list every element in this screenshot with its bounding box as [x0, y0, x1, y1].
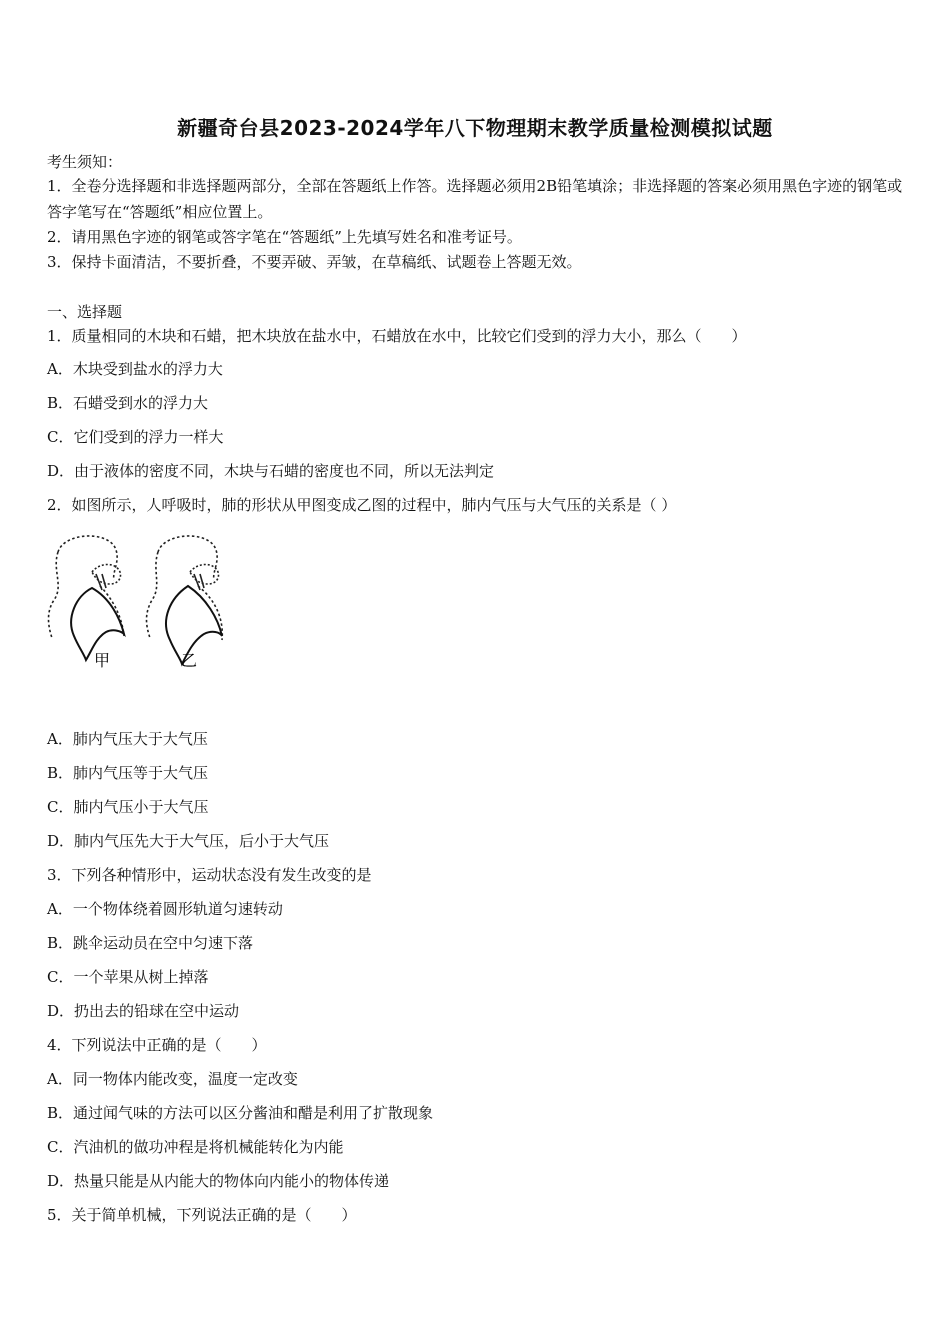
- question-3-option-c: C．一个苹果从树上掉落: [47, 968, 209, 986]
- question-1-option-c: C．它们受到的浮力一样大: [47, 428, 224, 446]
- question-3-option-b: B．跳伞运动员在空中匀速下落: [47, 934, 254, 952]
- question-2-option-c: C．肺内气压小于大气压: [47, 798, 209, 816]
- page-title: 新疆奇台县2023-2024学年八下物理期末教学质量检测模拟试题: [177, 116, 773, 140]
- question-2-stem: 2．如图所示，人呼吸时，肺的形状从甲图变成乙图的过程中，肺内气压与大气压的关系是（ ）: [47, 496, 677, 514]
- question-4-option-a: A．同一物体内能改变，温度一定改变: [47, 1070, 298, 1088]
- question-1-option-a: A．木块受到盐水的浮力大: [47, 360, 223, 378]
- question-2-option-d: D．肺内气压先大于大气压，后小于大气压: [47, 832, 330, 850]
- figure-label-jia: 甲: [94, 651, 111, 670]
- notice-heading: 考生须知：: [47, 153, 123, 171]
- question-3-option-d: D．扔出去的铅球在空中运动: [47, 1002, 240, 1020]
- question-4-option-d: D．热量只能是从内能大的物体向内能小的物体传递: [47, 1172, 390, 1190]
- question-3-stem: 3．下列各种情形中，运动状态没有发生改变的是: [47, 866, 372, 884]
- question-1-option-d: D．由于液体的密度不同，木块与石蜡的密度也不同，所以无法判定: [47, 462, 495, 480]
- lung-figure-yi: [147, 536, 223, 664]
- lung-figure-jia: [49, 536, 125, 660]
- question-4-stem: 4．下列说法中正确的是（ ）: [47, 1036, 267, 1054]
- question-4-option-c: C．汽油机的做功冲程是将机械能转化为内能: [47, 1138, 344, 1156]
- question-4-option-b: B．通过闻气味的方法可以区分酱油和醋是利用了扩散现象: [47, 1104, 434, 1122]
- question-1-stem: 1．质量相同的木块和石蜡，把木块放在盐水中，石蜡放在水中，比较它们受到的浮力大小，那么（ ）: [47, 327, 747, 345]
- question-2-option-b: B．肺内气压等于大气压: [47, 764, 209, 782]
- figure-label-yi: 乙: [181, 651, 198, 670]
- section-heading: 一、选择题: [47, 303, 123, 321]
- question-3-option-a: A．一个物体绕着圆形轨道匀速转动: [47, 900, 283, 918]
- question-2-option-a: A．肺内气压大于大气压: [47, 730, 208, 748]
- notice-item-1: 1．全卷分选择题和非选择题两部分，全部在答题纸上作答。选择题必须用2B铅笔填涂；非选择题的答案必须用黑色字迹的钢笔或答字笔写在“答题纸”相应位置上。: [47, 177, 903, 221]
- question-1-option-b: B．石蜡受到水的浮力大: [47, 394, 209, 412]
- lung-diagram: [40, 528, 230, 673]
- question-5-stem: 5．关于简单机械，下列说法正确的是（ ）: [47, 1206, 357, 1224]
- notice-item-2: 2．请用黑色字迹的钢笔或答字笔在“答题纸”上先填写姓名和准考证号。: [47, 228, 522, 246]
- notice-item-3: 3．保持卡面清洁，不要折叠，不要弄破、弄皱，在草稿纸、试题卷上答题无效。: [47, 253, 582, 271]
